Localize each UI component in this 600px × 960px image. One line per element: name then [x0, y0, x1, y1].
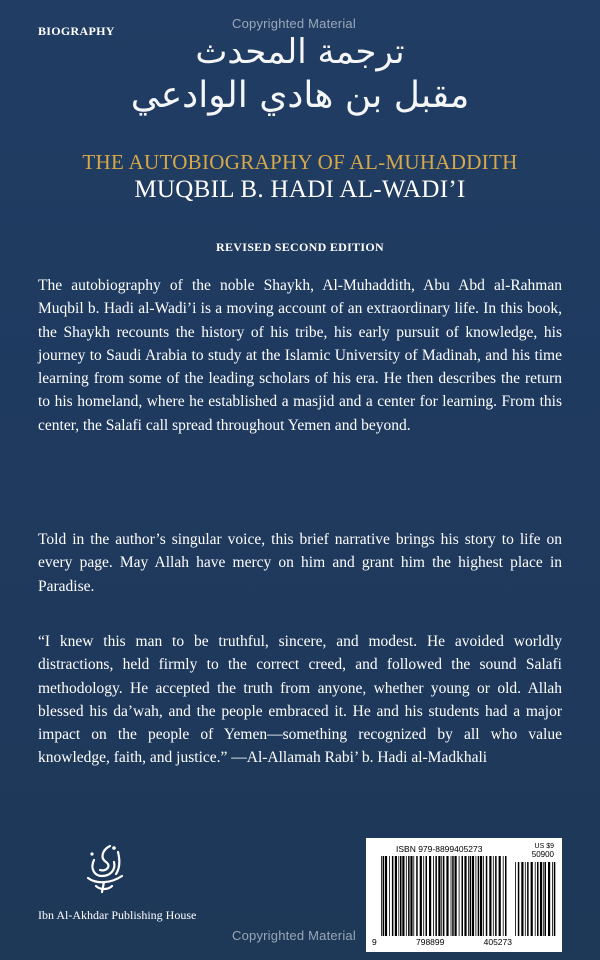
arabic-title — [130, 30, 470, 118]
book-title-line1: THE AUTOBIOGRAPHY OF AL-MUHADDITH — [82, 150, 518, 174]
barcode — [366, 838, 562, 952]
calligraphy-logo-icon — [80, 840, 130, 896]
category-label: BIOGRAPHY — [38, 24, 115, 38]
barcode-digit-group: 9 — [372, 937, 377, 947]
addon-code: 50900 — [531, 850, 554, 859]
barcode-bars-addon — [514, 862, 558, 936]
price-label: US $9 — [534, 843, 554, 850]
description-paragraph: The autobiography of the noble Shaykh, Al-Muhaddith, Abu Abd al-Rahman Muqbil b. Hadi al-Wadi’i is a moving account of an extraordinary life. In this book, the Shaykh recounts the history of his tribe, his early pursuit of knowledge, his journey to Saudi Arabia to study at the Islamic University of Madinah, and his time learning from some of the leading scholars of his era. He then describes the return to his homeland, where he established a masjid and a center for learning. From this center, the Salafi call spread throughout Yemen and beyond. — [38, 277, 562, 434]
publisher-name: Ibn Al-Akhdar Publishing House — [38, 908, 197, 922]
arabic-title-line1: ترجمة المحدث — [195, 32, 405, 72]
book-title-line2: MUQBIL B. HADI AL-WADI’I — [134, 176, 466, 203]
description-paragraph: Told in the author’s singular voice, this brief narrative brings his story to life on every page. May Allah have mercy on him and grant him the highest place in Paradise. — [38, 531, 562, 595]
barcode-bars-main — [380, 856, 508, 936]
watermark-top: Copyrighted Material — [232, 16, 356, 31]
barcode-digit-group: 405273 — [483, 937, 512, 947]
isbn-text: ISBN 979-8899405273 — [396, 844, 483, 854]
edition-label: REVISED SECOND EDITION — [216, 240, 384, 254]
barcode-digit-group: 798899 — [415, 937, 445, 947]
watermark-bottom: Copyrighted Material — [232, 928, 356, 943]
endorsement-quote: “I knew this man to be truthful, sincere, and modest. He avoided worldly distractions, held firmly to the correct creed, and followed the sound Salafi methodology. He accepted the truth from anyone, whether young or old. Allah blessed his da’wah, and the people embraced it. He and his students had a major impact on the people of Yemen—something recognized by all who value knowledge, faith, and justice.” —Al-Allamah Rabi’ b. Hadi al-Madkhali — [38, 633, 562, 767]
arabic-title-line2: مقبل بن هادي الوادعي — [130, 75, 470, 116]
barcode-digits — [372, 937, 512, 947]
price-code — [532, 843, 554, 859]
